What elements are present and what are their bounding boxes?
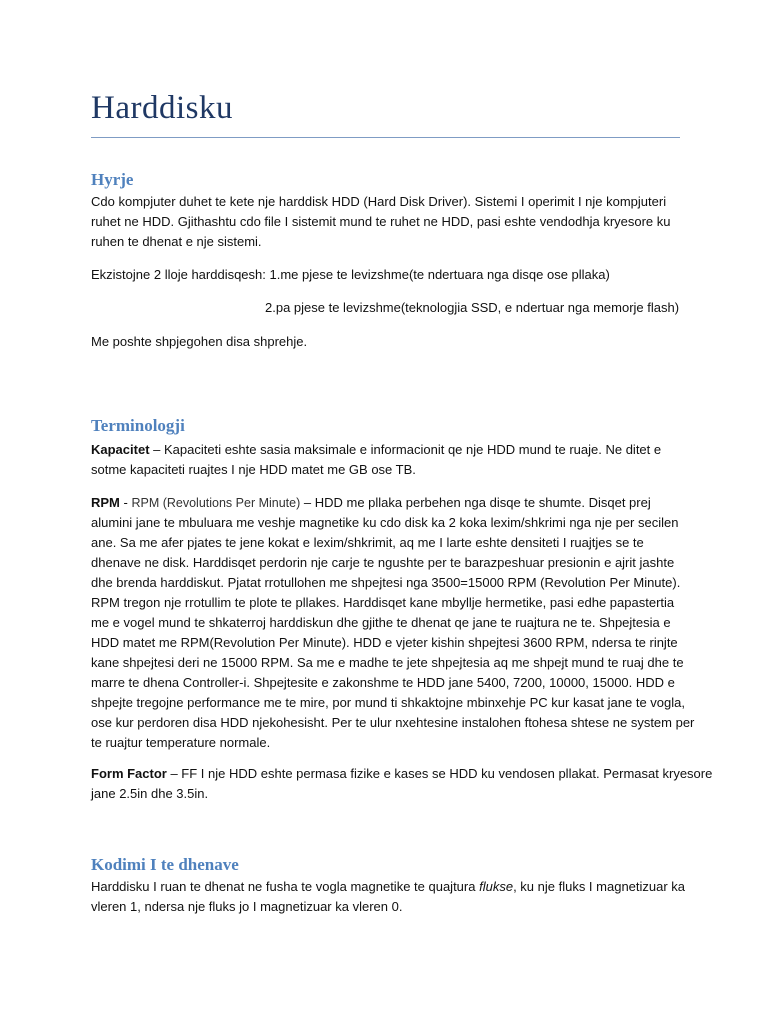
text-line: vleren 1, ndersa nje fluks jo I magnetizuar ka vleren 0. [91, 899, 403, 914]
heading-hyrje: Hyrje [91, 170, 134, 189]
text-line: me e vogel mund te shkaterroj harddiskun dhe gjithe te dhenat qe jane te ruajtura ne te. Shpejtesia e [91, 615, 671, 630]
text-line [91, 764, 713, 784]
text-line: shpejte tregojne performance me te mire, por mund ti shkaktojne mbinxehje PC kur kasat jane te vogla, [91, 695, 685, 710]
text-line: RPM tregon nje rrotullim te plote te pllakes. Harddisqet kane mbyllje hermetike, pasi edhe papastertia [91, 595, 675, 610]
heading-kodimi: Kodimi I te dhenave [91, 855, 239, 874]
hyrje-paragraph-2-cont [91, 298, 681, 318]
text-run: Harddisku I ruan te dhenat ne fusha te vogla magnetike te quajtura [91, 879, 480, 894]
text-line: Ekzistojne 2 lloje harddisqesh: 1.me pjese te levizshme(te ndertuara nga disqe ose pllaka) [91, 267, 610, 282]
kapacitet-paragraph [91, 440, 681, 480]
term-rpm: RPM [91, 495, 120, 510]
document-title: Harddisku [91, 90, 233, 126]
rpm-expansion: RPM (Revolutions Per Minute) [131, 496, 301, 510]
text-line: ose kur perdoren disa HDD njekohesisht. Per te ulur nxehtesine instalohen ftohesa shtese ne system per [91, 715, 695, 730]
text-run: – HDD me pllaka perbehen nga disqe te shumte. Disqet prej [300, 495, 651, 510]
text-line: Me poshte shpjegohen disa shprehje. [91, 334, 308, 349]
text-run: – FF I nje HDD eshte permasa fizike e kases se HDD ku vendosen pllakat. Permasat kryesore [166, 766, 713, 781]
text-line: kane shpejtesi deri ne 15000 RPM. Sa me e madhe te jete shpejtesia aq me shpejt mund te ruaj dhe te [91, 655, 684, 670]
text-line [91, 493, 681, 513]
text-run: - [119, 495, 132, 510]
hyrje-paragraph-1 [91, 192, 681, 252]
text-line: dhenave ne disk. Harddisqet perdorin nje carje te ngushte per te barazpeshuar presionin e ajrit jashte [91, 555, 675, 570]
text-line: alumini jane te mbuluara me veshje magnetike ku cdo disk ka 2 koka lexim/shkrimi nga nje per secilen [91, 515, 679, 530]
text-line: te ruajtur temperature normale. [91, 735, 271, 750]
hyrje-paragraph-2 [91, 265, 681, 285]
text-line: marre te dhena Controller-i. Shpejtesite e zakonshme te HDD jane 5400, 7200, 10000, 15000. HDD e [91, 675, 675, 690]
text-line: ruhen te dhenat e nje sistemi. [91, 234, 262, 249]
text-line: 2.pa pjese te levizshme(teknologjia SSD, e ndertuar nga memorje flash) [265, 300, 680, 315]
text-line [91, 877, 686, 897]
text-line [91, 440, 681, 460]
text-line: jane 2.5in dhe 3.5in. [91, 786, 209, 801]
text-line: sotme kapaciteti ruajtes I nje HDD matet me GB ose TB. [91, 462, 416, 477]
text-line: dhe brenda harddiskut. Pjatat rrotullohen me shpejtesi nga 3500=15000 RPM (Revolution Per Minute). [91, 575, 681, 590]
text-run: – Kapaciteti eshte sasia maksimale e informacionit qe nje HDD mund te ruaje. Ne ditet e [149, 442, 662, 457]
term-kapacitet: Kapacitet [91, 442, 150, 457]
text-run: , ku nje fluks I magnetizuar ka [513, 879, 686, 894]
hyrje-paragraph-3 [91, 332, 681, 352]
text-line: Cdo kompjuter duhet te kete nje harddisk HDD (Hard Disk Driver). Sistemi I operimit I nje kompjuteri [91, 194, 667, 209]
kodimi-paragraph [91, 877, 686, 917]
title-underline [91, 137, 680, 138]
heading-terminologji: Terminologji [91, 416, 185, 435]
form-factor-paragraph [91, 764, 713, 804]
text-line: HDD matet me RPM(Revolution Per Minute). HDD e vjeter kishin shpejtesi 3600 RPM, ndersa te rinjte [91, 635, 678, 650]
text-line: ruhet ne HDD. Gjithashtu cdo file I sistemit mund te ruhet ne HDD, pasi eshte vendodhja kryesore ku [91, 214, 671, 229]
text-line: ane. Sa me afer pjates te jene kokat e lexim/shkrimit, aq me I larte eshte densiteti I ruajtjes se te [91, 535, 644, 550]
term-form-factor: Form Factor [91, 766, 167, 781]
term-flukse: flukse [479, 879, 514, 894]
rpm-paragraph [91, 493, 695, 753]
